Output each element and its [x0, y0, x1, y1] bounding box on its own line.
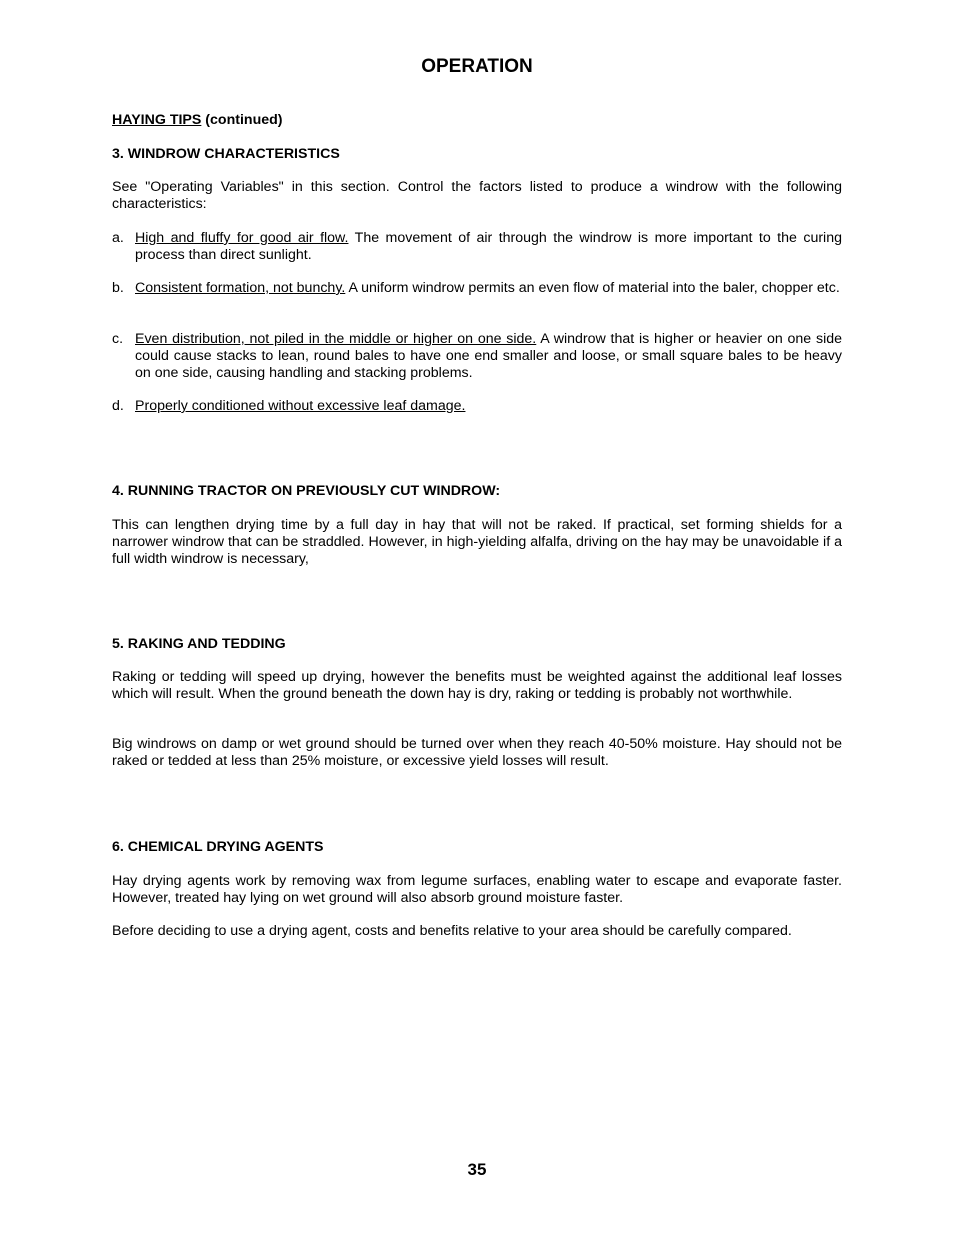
list-item-b — [112, 280, 842, 297]
section-5-paragraph-2: Big windrows on damp or wet ground should be turned over when they reach 40-50% moisture. Hay should not be raked or tedded at less than 25% moisture, or excessive yield losses will result. — [112, 736, 842, 769]
list-item-letter: d. — [112, 398, 124, 414]
list-item-a — [112, 230, 842, 264]
list-item-body — [135, 331, 842, 381]
section-3-heading: 3. WINDROW CHARACTERISTICS — [112, 146, 340, 162]
list-item-letter: c. — [112, 331, 124, 347]
section-6-heading: 6. CHEMICAL DRYING AGENTS — [112, 839, 324, 855]
list-item-underlined: Consistent formation, not bunchy. — [135, 280, 346, 296]
list-item-c — [112, 331, 842, 381]
list-item-text: A uniform windrow permits an even flow of material into the baler, chopper etc. — [345, 280, 840, 296]
list-item-text: The movement of air through the windrow is more important to the curing process than direct sunlight. — [135, 230, 842, 263]
page-number: 35 — [467, 1160, 487, 1179]
list-item-letter: b. — [112, 280, 124, 296]
haying-tips-label: HAYING TIPS — [112, 112, 202, 128]
list-item-text: A windrow that is higher or heavier on one side could cause stacks to lean, round bales to have one end smaller and loose, or small square bales to be heavy on one side, causing handling and stacking problems. — [135, 331, 842, 381]
section-5-heading: 5. RAKING AND TEDDING — [112, 636, 286, 652]
section-5-paragraph-1: Raking or tedding will speed up drying, however the benefits must be weighted against the additional leaf losses which will result. When the ground beneath the down hay is dry, raking or tedding is probably not worthwhile. — [112, 669, 842, 702]
section-6-paragraph-2: Before deciding to use a drying agent, costs and benefits relative to your area should be carefully compared. — [112, 923, 792, 939]
haying-tips-heading — [112, 112, 842, 129]
haying-tips-continued: (continued) — [201, 112, 283, 128]
page-title: OPERATION — [421, 56, 533, 77]
list-item-body — [135, 230, 842, 264]
list-item-d — [112, 398, 842, 415]
section-6-paragraph-1: Hay drying agents work by removing wax from legume surfaces, enabling water to escape and evaporate faster. However, treated hay lying on wet ground will also absorb ground moisture faster. — [112, 873, 842, 906]
section-3-intro: See "Operating Variables" in this section. Control the factors listed to produce a windrow with the following characteristics: — [112, 179, 842, 212]
list-item-letter: a. — [112, 230, 124, 246]
list-item-body — [135, 280, 842, 297]
list-item-body — [135, 398, 842, 415]
list-item-underlined: High and fluffy for good air flow. — [135, 230, 349, 246]
list-item-underlined: Properly conditioned without excessive leaf damage. — [135, 398, 466, 414]
section-4-heading: 4. RUNNING TRACTOR ON PREVIOUSLY CUT WINDROW: — [112, 483, 501, 499]
list-item-underlined: Even distribution, not piled in the middle or higher on one side. — [135, 331, 537, 347]
section-4-paragraph: This can lengthen drying time by a full day in hay that will not be raked. If practical, set forming shields for a narrower windrow that can be straddled. However, in high-yielding alfalfa, driving on the hay may be unavoidable if a full width windrow is necessary, — [112, 517, 842, 567]
